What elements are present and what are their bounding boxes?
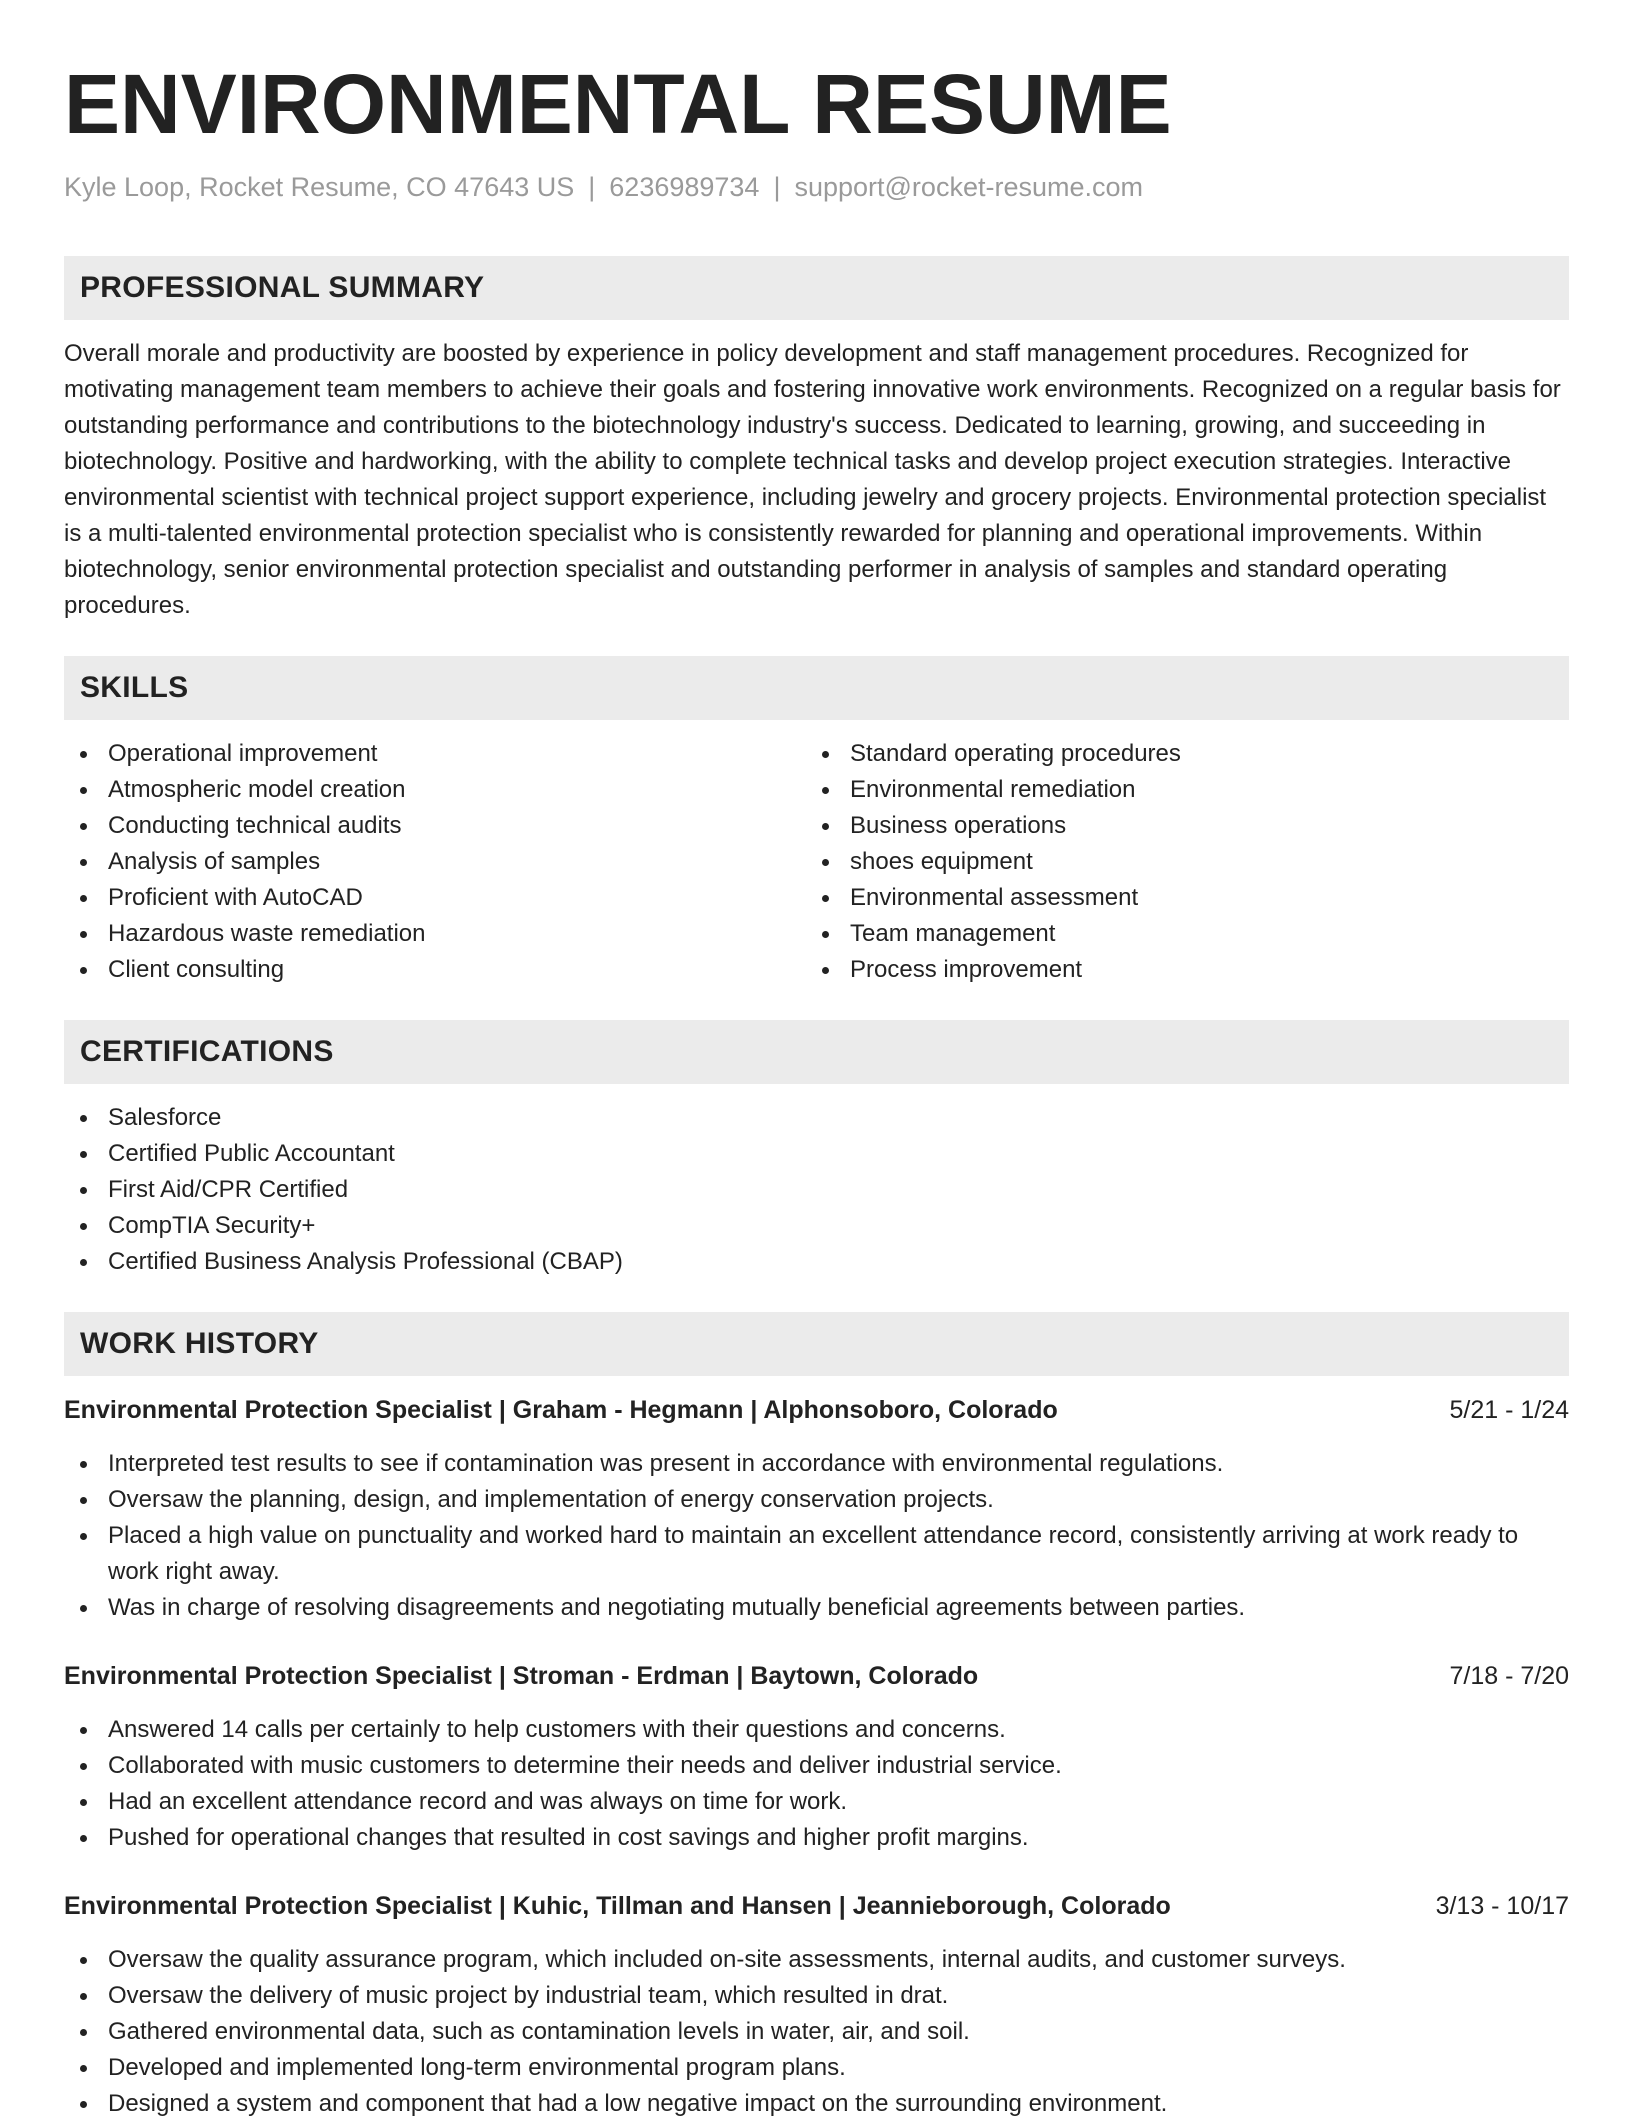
list-item: Client consulting bbox=[64, 952, 806, 988]
skills-heading: SKILLS bbox=[80, 671, 189, 704]
job-title: Environmental Protection Specialist | Graham - Hegmann | Alphonsoboro, Colorado bbox=[64, 1396, 1058, 1424]
certifications-list bbox=[64, 1100, 1569, 1280]
list-item: Certified Public Accountant bbox=[64, 1136, 1569, 1172]
list-item: Interpreted test results to see if contamination was present in accordance with environmental regulations. bbox=[64, 1446, 1569, 1482]
job-header bbox=[64, 1888, 1569, 1924]
list-item: Analysis of samples bbox=[64, 844, 806, 880]
list-item: Answered 14 calls per certainly to help customers with their questions and concerns. bbox=[64, 1712, 1569, 1748]
list-item: Process improvement bbox=[806, 952, 1548, 988]
skills-list-right bbox=[806, 736, 1548, 988]
contact-separator: | bbox=[588, 172, 596, 202]
job-title: Environmental Protection Specialist | Kuhic, Tillman and Hansen | Jeannieborough, Colorado bbox=[64, 1892, 1171, 1920]
contact-separator: | bbox=[773, 172, 781, 202]
job-header bbox=[64, 1658, 1569, 1694]
certifications-heading-bar bbox=[64, 1020, 1569, 1084]
contact-phone: 6236989734 bbox=[609, 172, 760, 202]
summary-heading-bar bbox=[64, 256, 1569, 320]
contact-address: Kyle Loop, Rocket Resume, CO 47643 US bbox=[64, 172, 575, 202]
summary-text: Overall morale and productivity are boosted by experience in policy development and staff management procedures. Recognized for motivating management team members to achieve their goals and fostering innovative work environments. Recognized on a regular basis for outstanding performance and contributions to the biotechnology industry's success. Dedicated to learning, growing, and succeeding in biotechnology. Positive and hardworking, with the ability to complete technical tasks and develop project execution strategies. Interactive environmental scientist with technical project support experience, including jewelry and grocery projects. Environmental protection specialist is a multi-talented environmental protection specialist who is consistently rewarded for planning and operational improvements. Within biotechnology, senior environmental protection specialist and outstanding performer in analysis of samples and standard operating procedures. bbox=[64, 340, 1561, 619]
resume-title: ENVIRONMENTAL RESUME bbox=[64, 57, 1172, 151]
job-bullets bbox=[64, 1942, 1569, 2122]
summary-section bbox=[64, 256, 1569, 624]
jobs-container bbox=[64, 1392, 1569, 2122]
work-history-heading: WORK HISTORY bbox=[80, 1327, 319, 1360]
job-dates: 3/13 - 10/17 bbox=[1435, 1892, 1569, 1920]
list-item: Collaborated with music customers to determine their needs and deliver industrial service. bbox=[64, 1748, 1569, 1784]
list-item: Was in charge of resolving disagreements and negotiating mutually beneficial agreements between parties. bbox=[64, 1590, 1569, 1626]
list-item: Proficient with AutoCAD bbox=[64, 880, 806, 916]
list-item: Had an excellent attendance record and was always on time for work. bbox=[64, 1784, 1569, 1820]
skills-grid bbox=[64, 720, 1569, 988]
contact-email: support@rocket-resume.com bbox=[794, 172, 1143, 202]
list-item: Oversaw the planning, design, and implementation of energy conservation projects. bbox=[64, 1482, 1569, 1518]
skills-list-left bbox=[64, 736, 806, 988]
list-item: Atmospheric model creation bbox=[64, 772, 806, 808]
job-bullets bbox=[64, 1712, 1569, 1856]
skills-heading-bar bbox=[64, 656, 1569, 720]
list-item: Hazardous waste remediation bbox=[64, 916, 806, 952]
certifications-section bbox=[64, 1020, 1569, 1280]
list-item: CompTIA Security+ bbox=[64, 1208, 1569, 1244]
certifications-heading: CERTIFICATIONS bbox=[80, 1035, 334, 1068]
job-bullets bbox=[64, 1446, 1569, 1626]
list-item: Designed a system and component that had a low negative impact on the surrounding environment. bbox=[64, 2086, 1569, 2122]
work-history-section bbox=[64, 1312, 1569, 2122]
list-item: Team management bbox=[806, 916, 1548, 952]
list-item: Environmental remediation bbox=[806, 772, 1548, 808]
resume-page bbox=[64, 0, 1569, 2122]
list-item: Standard operating procedures bbox=[806, 736, 1548, 772]
job-entry bbox=[64, 1658, 1569, 1856]
list-item: Operational improvement bbox=[64, 736, 806, 772]
list-item: First Aid/CPR Certified bbox=[64, 1172, 1569, 1208]
summary-heading: PROFESSIONAL SUMMARY bbox=[80, 271, 485, 304]
work-history-heading-bar bbox=[64, 1312, 1569, 1376]
list-item: Conducting technical audits bbox=[64, 808, 806, 844]
list-item: Developed and implemented long-term environmental program plans. bbox=[64, 2050, 1569, 2086]
skills-section bbox=[64, 656, 1569, 988]
list-item: Business operations bbox=[806, 808, 1548, 844]
list-item: Salesforce bbox=[64, 1100, 1569, 1136]
list-item: Gathered environmental data, such as contamination levels in water, air, and soil. bbox=[64, 2014, 1569, 2050]
job-entry bbox=[64, 1888, 1569, 2122]
contact-line bbox=[64, 170, 1569, 204]
job-dates: 7/18 - 7/20 bbox=[1449, 1662, 1569, 1690]
list-item: Oversaw the delivery of music project by industrial team, which resulted in drat. bbox=[64, 1978, 1569, 2014]
job-header bbox=[64, 1392, 1569, 1428]
job-dates: 5/21 - 1/24 bbox=[1449, 1396, 1569, 1424]
job-entry bbox=[64, 1392, 1569, 1626]
job-title: Environmental Protection Specialist | Stroman - Erdman | Baytown, Colorado bbox=[64, 1662, 979, 1690]
list-item: Environmental assessment bbox=[806, 880, 1548, 916]
list-item: Pushed for operational changes that resulted in cost savings and higher profit margins. bbox=[64, 1820, 1569, 1856]
list-item: Oversaw the quality assurance program, which included on-site assessments, internal audits, and customer surveys. bbox=[64, 1942, 1569, 1978]
list-item: shoes equipment bbox=[806, 844, 1548, 880]
list-item: Placed a high value on punctuality and worked hard to maintain an excellent attendance record, consistently arriving at work ready to work right away. bbox=[64, 1518, 1569, 1590]
list-item: Certified Business Analysis Professional (CBAP) bbox=[64, 1244, 1569, 1280]
